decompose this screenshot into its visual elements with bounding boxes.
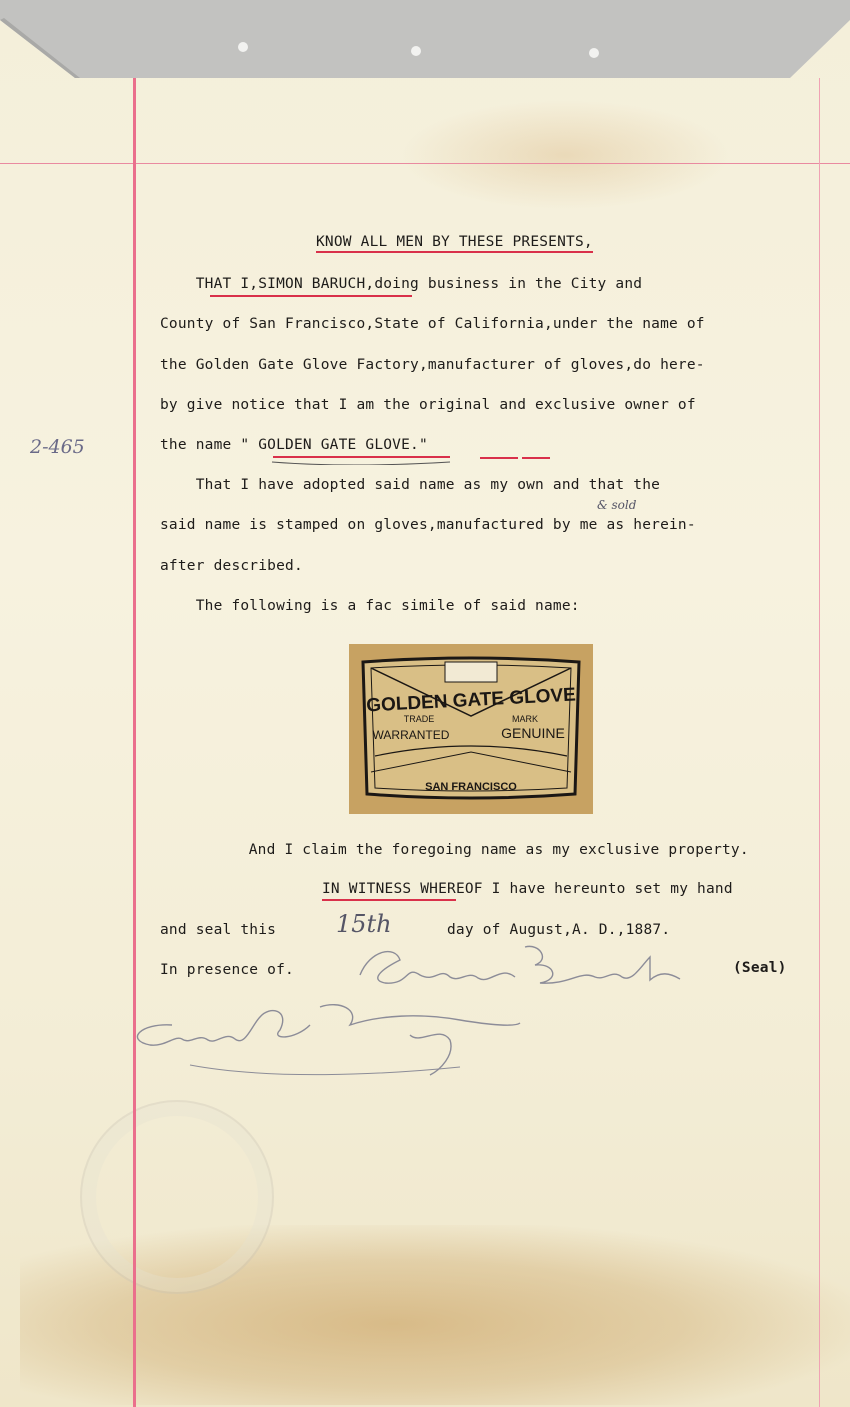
witness-underline: [320, 896, 460, 904]
left-margin-rule: [133, 78, 136, 1407]
label-warranted: WARRANTED: [372, 728, 450, 742]
paragraph3: The following is a fac simile of said name:: [160, 598, 580, 614]
paragraph2-line2: said name is stamped on gloves,manufactured by me as herein-: [160, 517, 696, 533]
insertion-note: & sold: [597, 498, 637, 512]
right-margin-rule: [819, 78, 820, 1407]
signature-witness: [120, 995, 530, 1090]
label-genuine: GENUINE: [501, 725, 565, 741]
margin-note: 2-465: [30, 436, 85, 458]
paragraph4: And I claim the foregoing name as my exclusive property.: [213, 842, 749, 858]
document-heading: KNOW ALL MEN BY THESE PRESENTS,: [316, 234, 593, 253]
embossed-seal: [80, 1100, 274, 1294]
top-margin-rule: [0, 163, 850, 164]
red-underline-marks: [150, 290, 830, 465]
punch-hole-right: [589, 48, 599, 58]
paragraph2-line1: That I have adopted said name as my own and that the: [160, 477, 661, 493]
label-brand: GOLDEN GATE GLOVE: [365, 684, 577, 717]
seal-line-suffix: day of August,A. D.,1887.: [447, 922, 671, 938]
seal-day-handwritten: 15th: [336, 910, 392, 938]
presence-label: In presence of.: [160, 962, 294, 978]
paragraph1-line1: THAT I,SIMON BARUCH,doing business in the City and: [160, 276, 643, 292]
paragraph1-line3: the Golden Gate Glove Factory,manufacturer of gloves,do here-: [160, 357, 705, 373]
label-city: SAN FRANCISCO: [425, 781, 517, 793]
punch-hole-left: [238, 42, 248, 52]
punch-hole-middle: [411, 46, 421, 56]
witness-line: IN WITNESS WHEREOF I have hereunto set my hand: [322, 881, 733, 897]
paragraph1-line5: the name " GOLDEN GATE GLOVE.": [160, 437, 428, 453]
label-mark: MARK: [511, 714, 539, 724]
paragraph1-line4: by give notice that I am the original and exclusive owner of: [160, 397, 696, 413]
label-trade: TRADE: [403, 714, 435, 724]
paragraph2-line3: after described.: [160, 558, 303, 574]
seal-mark: (Seal): [733, 960, 787, 976]
trademark-label: [349, 644, 593, 814]
folder-flap: [0, 0, 850, 80]
paragraph1-line2: County of San Francisco,State of California,under the name of: [160, 316, 705, 332]
signature-simon-baruch: [350, 935, 690, 995]
seal-line-prefix: and seal this: [160, 922, 277, 938]
stain-top: [400, 100, 730, 210]
